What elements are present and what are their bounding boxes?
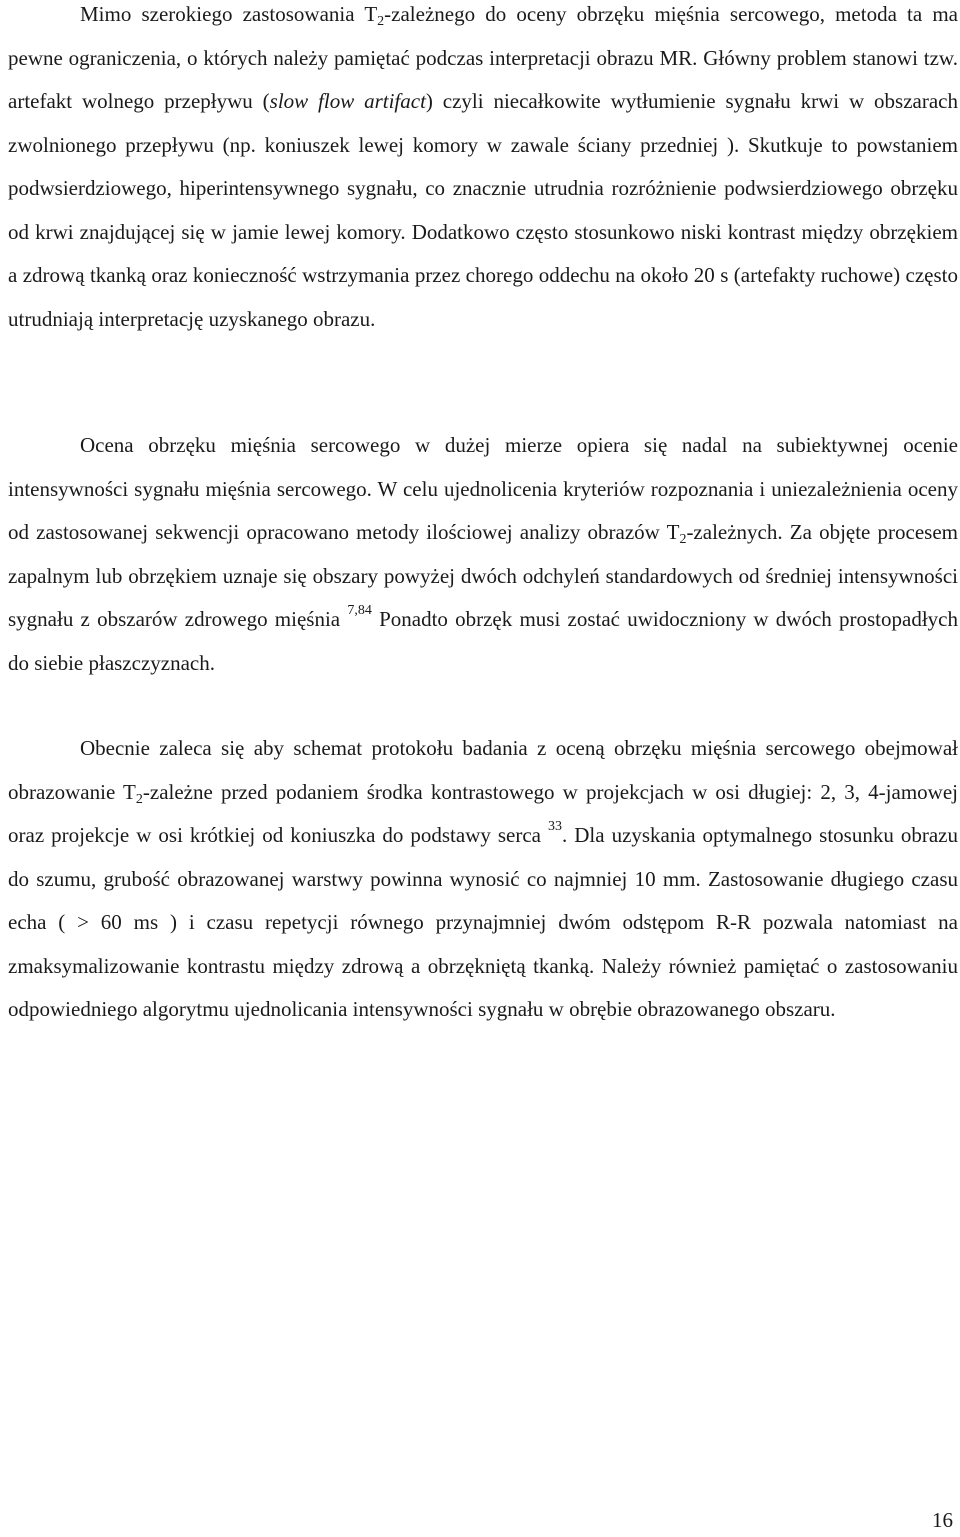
paragraph-protocol bbox=[8, 727, 958, 1032]
page-number: 16 bbox=[932, 1508, 953, 1532]
paragraph-text: . Dla uzyskania optymalnego stosunku obrazu do szumu, grubość obrazowanej warstwy powinna wynosić co najmniej 10 mm. Zastosowanie długiego czasu echa ( > 60 ms ) i czasu repetycji równego przynajmniej dwóm odstępom R-R pozwala natomiast na zmaksymalizowanie kontrastu między zdrową a obrzękniętą tkanką. Należy również pamiętać o zastosowaniu odpowiedniego algorytmu ujednolicania intensywności sygnału w obrębie obrazowanego obszaru. bbox=[8, 823, 958, 1021]
subscript: 2 bbox=[135, 791, 143, 807]
paragraph-text: Ponadto obrzęk musi zostać uwidoczniony w dwóch prostopadłych do siebie płaszczyznach. bbox=[8, 607, 958, 675]
citation-superscript: 7,84 bbox=[347, 603, 372, 618]
paragraph-assessment bbox=[8, 424, 958, 685]
paragraph-text: Mimo szerokiego zastosowania T bbox=[80, 2, 378, 26]
paragraph-text: -zależnych. Za objęte procesem zapalnym lub obrzękiem uznaje się obszary powyżej dwóch odchyleń standardowych od średniej intensywności sygnału z obszarów zdrowego mięśnia bbox=[8, 520, 958, 631]
subscript: 2 bbox=[679, 532, 687, 547]
paragraph-text: Obecnie zaleca się aby schemat protokołu badania z oceną obrzęku mięśnia sercowego obejmował obrazowanie T bbox=[8, 736, 958, 804]
paragraph-text: ) czyli niecałkowite wytłumienie sygnału krwi w obszarach zwolnionego przepływu (np. koniuszek lewej komory w zawale ściany przedniej ). Skutkuje to powstaniem podwsierdziowego, hiperintensywnego sygnału, co znacznie utrudnia rozróżnienie podwsierdziowego obrzęku od krwi znajdującej się w jamie lewej komory. Dodatkowo często stosunkowo niski kontrast między obrzękiem a zdrową tkanką oraz konieczność wstrzymania przez chorego oddechu na około 20 s (artefakty ruchowe) często utrudniają interpretację uzyskanego obrazu. bbox=[8, 89, 958, 331]
paragraph-text: -zależne przed podaniem środka kontrastowego w projekcjach w osi długiej: 2, 3, 4-jamowej oraz projekcje w osi krótkiej od koniuszka do podstawy serca bbox=[8, 779, 958, 847]
paragraph-text: Ocena obrzęku mięśnia sercowego w dużej mierze opiera się nadal na subiektywnej ocenie intensywności sygnału mięśnia sercowego. W celu ujednolicenia kryteriów rozpoznania i uniezależnienia oceny od zastosowanej sekwencji opracowano metody ilościowej analizy obrazów T bbox=[8, 433, 958, 544]
citation-superscript: 33 bbox=[548, 819, 562, 834]
italic-term: slow flow artifact bbox=[269, 89, 426, 113]
subscript: 2 bbox=[377, 14, 385, 29]
paragraph-artifacts bbox=[8, 0, 958, 341]
paragraph-text: -zależnego do oceny obrzęku mięśnia sercowego, metoda ta ma pewne ograniczenia, o których należy pamiętać podczas interpretacji obrazu MR. Główny problem stanowi tzw. artefakt wolnego przepływu ( bbox=[8, 2, 958, 113]
